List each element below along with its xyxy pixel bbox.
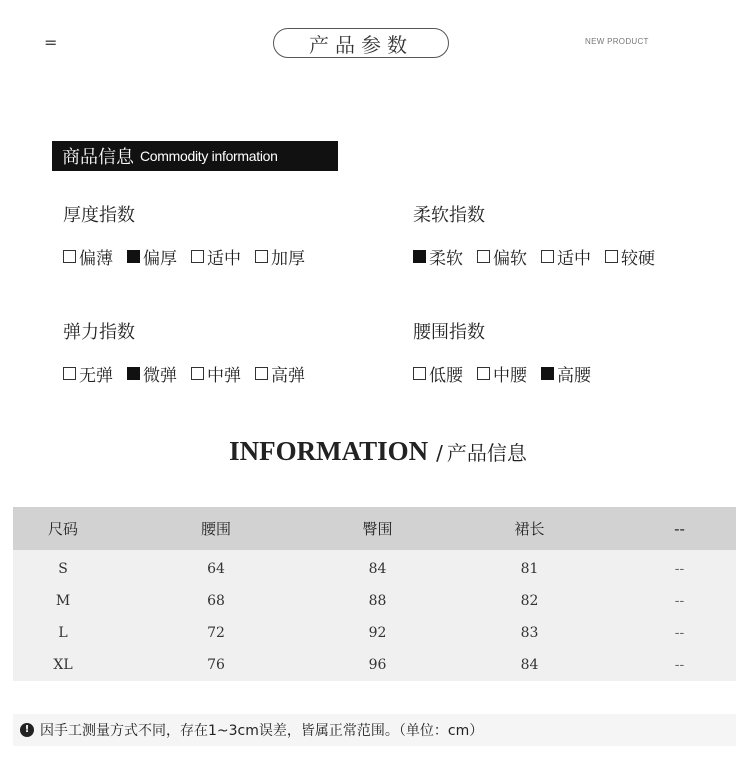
unchecked-box-icon[interactable] [255,250,268,263]
heading-sep: / [436,441,443,465]
unchecked-box-icon[interactable] [191,250,204,263]
banner-en: Commodity information [140,148,278,164]
softness-options [413,244,669,269]
size-table [13,507,736,681]
softness-option-label: 偏软 [493,249,527,269]
elasticity-option[interactable] [127,361,177,386]
thickness-option[interactable] [191,244,241,269]
unchecked-box-icon[interactable] [477,367,490,380]
table-row [13,617,736,649]
waist-option[interactable] [477,361,527,386]
elasticity-option-label: 高弹 [271,366,305,386]
waist-option[interactable] [541,361,591,386]
note-text: 因手工测量方式不同，存在1~3cm误差，皆属正常范围。（单位：cm） [40,723,484,739]
cell-length: 81 [520,561,539,577]
checked-box-icon[interactable] [541,367,554,380]
cell-size: M [55,593,71,609]
softness-option[interactable] [541,244,591,269]
waist-index [413,318,605,386]
elasticity-option-label: 中弹 [207,366,241,386]
softness-index [413,201,669,269]
unchecked-box-icon[interactable] [605,250,618,263]
waist-option-label: 低腰 [429,366,463,386]
cell-extra: -- [674,593,685,609]
new-product-tag: NEW PRODUCT [585,37,649,46]
table-row [13,649,736,681]
cell-length: 83 [520,625,539,641]
unchecked-box-icon[interactable] [255,367,268,380]
thickness-option[interactable] [127,244,177,269]
table-body [13,550,736,681]
unchecked-box-icon[interactable] [63,250,76,263]
thickness-option[interactable] [63,244,113,269]
measurement-note [13,714,736,746]
cell-size: S [58,561,68,577]
unchecked-box-icon[interactable] [413,367,426,380]
cell-waist: 64 [207,561,225,577]
cell-waist: 76 [207,657,225,673]
elasticity-option-label: 微弹 [143,366,177,386]
elasticity-option[interactable] [191,361,241,386]
unchecked-box-icon[interactable] [477,250,490,263]
elasticity-option-label: 无弹 [79,366,113,386]
thickness-label: 厚度指数 [63,205,135,226]
cell-size: XL [53,657,73,673]
elasticity-option[interactable] [63,361,113,386]
cell-extra: -- [674,561,685,577]
banner-zh: 商品信息 [62,147,134,168]
cell-extra: -- [674,657,685,673]
waist-options [413,361,605,386]
waist-label: 腰围指数 [413,322,485,343]
header-hip: 臀围 [362,520,393,538]
softness-option-label: 适中 [557,249,591,269]
cell-waist: 72 [207,625,225,641]
checked-box-icon[interactable] [127,250,140,263]
softness-option[interactable] [605,244,655,269]
unchecked-box-icon[interactable] [541,250,554,263]
header-size: 尺码 [47,520,78,538]
cell-length: 84 [520,657,539,673]
table-header [13,507,736,550]
information-heading [0,436,756,467]
thickness-option[interactable] [255,244,305,269]
unchecked-box-icon[interactable] [191,367,204,380]
cell-hip: 88 [368,593,387,609]
elasticity-index [63,318,319,386]
menu-icon[interactable]: = [44,33,58,52]
thickness-option-label: 偏薄 [79,249,113,269]
softness-label: 柔软指数 [413,205,485,226]
table-row [13,585,736,617]
elasticity-label: 弹力指数 [63,322,135,343]
checked-box-icon[interactable] [127,367,140,380]
cell-waist: 68 [207,593,225,609]
thickness-option-label: 偏厚 [143,249,177,269]
header-length: 裙长 [514,520,545,538]
elasticity-option[interactable] [255,361,305,386]
checked-box-icon[interactable] [413,250,426,263]
waist-option-label: 中腰 [493,366,527,386]
header-extra: -- [674,519,685,538]
softness-option-label: 柔软 [429,249,463,269]
elasticity-options [63,361,319,386]
unchecked-box-icon[interactable] [63,367,76,380]
softness-option[interactable] [413,244,463,269]
thickness-index [63,201,319,269]
waist-option-label: 高腰 [557,366,591,386]
softness-option-label: 较硬 [621,249,655,269]
cell-hip: 84 [368,561,387,577]
cell-size: L [58,625,68,641]
cell-extra: -- [674,625,685,641]
cell-hip: 92 [368,625,387,641]
header-waist: 腰围 [200,520,231,538]
thickness-option-label: 适中 [207,249,241,269]
thickness-option-label: 加厚 [271,249,305,269]
thickness-options [63,244,319,269]
commodity-info-banner [52,141,338,171]
waist-option[interactable] [413,361,463,386]
heading-zh: 产品信息 [446,441,527,465]
cell-length: 82 [520,593,539,609]
cell-hip: 96 [368,657,387,673]
softness-option[interactable] [477,244,527,269]
page-title: 产品参数 [273,28,449,58]
table-row [13,553,736,585]
heading-en: INFORMATION [229,436,429,466]
exclamation-icon: ! [20,723,34,737]
